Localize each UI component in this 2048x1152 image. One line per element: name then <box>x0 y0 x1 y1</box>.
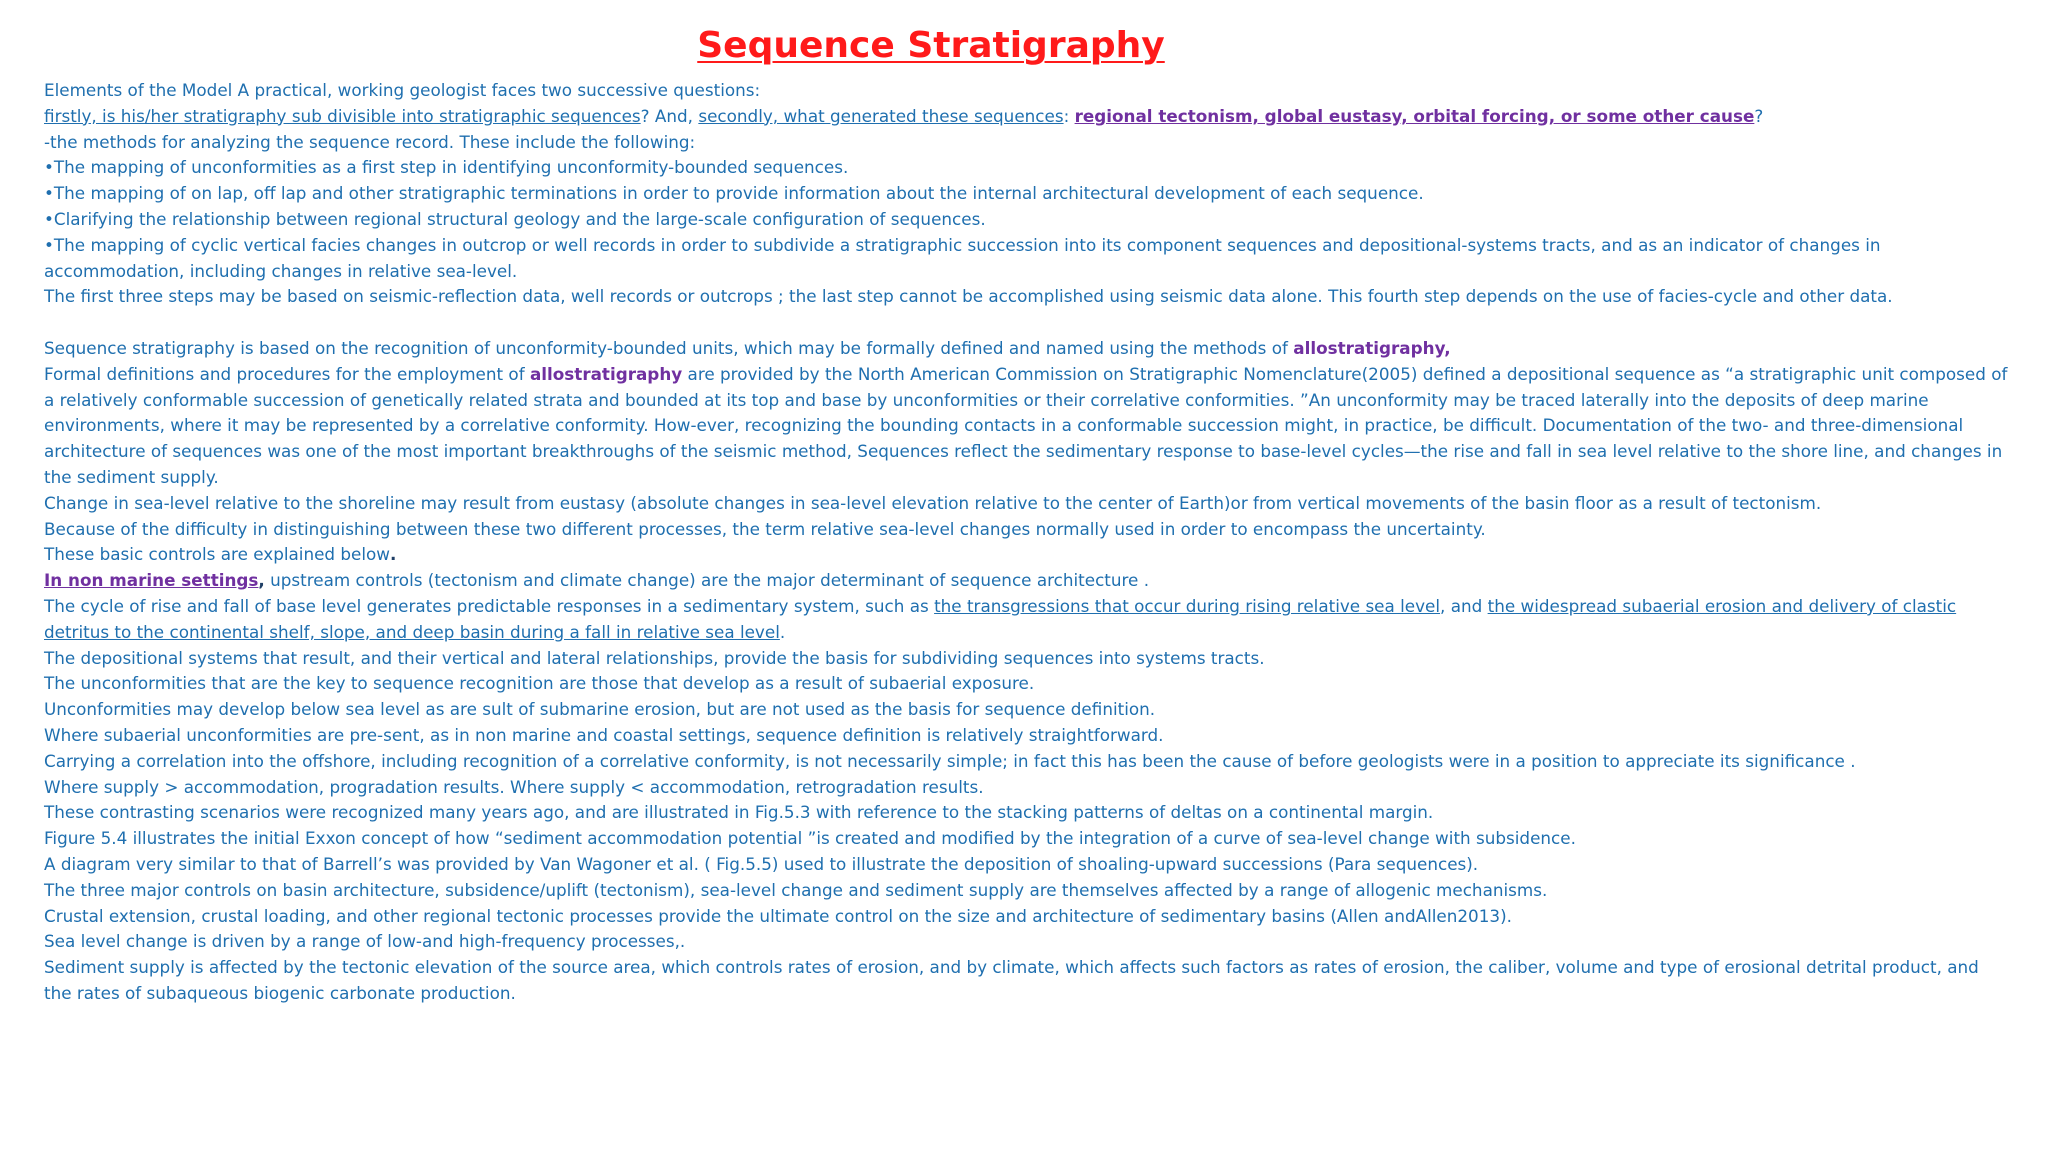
formal-definitions-text: Formal definitions and procedures for the employment of <box>44 363 530 384</box>
question-sep: ? And, <box>640 105 699 126</box>
allostratigraphy-term: allostratigraphy <box>529 363 683 384</box>
text-line: Sea level change is driven by a range of low-and high-frequency processes,. <box>44 931 686 952</box>
text-line: These contrasting scenarios were recognized many years ago, and are illustrated in Fig.5.3 with reference to the stacking patterns of deltas on a continental margin. <box>44 802 1434 823</box>
text-line: Carrying a correlation into the offshore, including recognition of a correlative conformity, is not necessarily simple; in fact this has been the cause of before geologists were in a position to appreciate its significance . <box>44 750 1856 771</box>
transgressions-phrase: the transgressions that occur during rising relative sea level <box>934 595 1441 616</box>
allostratigraphy-term: allostratigraphy, <box>1293 337 1451 358</box>
basic-controls-line <box>44 542 2008 568</box>
text-line: Sediment supply is affected by the tectonic elevation of the source area, which controls rates of erosion, and by climate, which affects such factors as rates of erosion, the caliber, volume and type of erosional detrital product, and the rates of subaqueous biogenic carbonate production. <box>44 957 1979 1003</box>
question-mark: ? <box>1754 105 1764 126</box>
text-line: A diagram very similar to that of Barrell’s was provided by Van Wagoner et al. ( Fig.5.5) used to illustrate the deposition of shoaling-upward successions (Para sequences). <box>44 853 1479 874</box>
document-body <box>44 78 2008 1007</box>
cycle-and: , and <box>1440 595 1488 616</box>
subaerial-erosion-phrase: the widespread subaerial erosion and delivery of clastic detritus to the continental shelf, slope, and deep basin during a fall in relative sea level <box>44 595 1957 642</box>
question-colon: : <box>1063 105 1075 126</box>
sea-level-change-line: Change in sea-level relative to the shoreline may result from eustasy (absolute changes in sea-level elevation relative to the center of Earth)or from vertical movements of the basin floor as a result of tectonism. <box>44 492 1822 513</box>
cycle-period: . <box>779 621 786 642</box>
page-title: Sequence Stratigraphy <box>697 25 1165 66</box>
paragraph-gap <box>44 310 2008 336</box>
text-line: Unconformities may develop below sea level as are sult of submarine erosion, but are not used as the basis for sequence definition. <box>44 699 1156 720</box>
basic-controls-dot: . <box>390 544 397 565</box>
formal-definitions-rest: are provided by the North American Commission on Stratigraphic Nomenclature(2005) defined a depositional sequence as “a stratigraphic unit composed of a relatively conformable succession of genetically related strata and bounded at its top and base by unconformities or their correlative conformities. ”An unconformity may be traced laterally into the deposits of deep marine environments, where it may be represented by a correlative conformity. How-ever, recognizing the bounding contacts in a conformable succession might, in practice, be difficult. Documentation of the two- and three-dimensional architecture of sequences was one of the most important breakthroughs of the seismic method, Sequences reflect the sedimentary response to base-level cycles—the rise and fall in sea level relative to the shore line, and changes in the sediment supply. <box>44 363 2008 487</box>
text-line: Where subaerial unconformities are pre-sent, as in non marine and coastal settings, sequence definition is relatively straightforward. <box>44 724 1164 745</box>
methods-line: -the methods for analyzing the sequence record. These include the following: <box>44 131 696 152</box>
text-line: The unconformities that are the key to sequence recognition are those that develop as a result of subaerial exposure. <box>44 673 1035 694</box>
bullet-item: •The mapping of on lap, off lap and other stratigraphic terminations in order to provide information about the internal architectural development of each sequence. <box>44 183 1424 204</box>
formal-definitions-paragraph <box>44 362 2008 491</box>
question-one: firstly, is his/her stratigraphy sub divisible into stratigraphic sequences <box>44 105 641 126</box>
sequence-definition-text: Sequence stratigraphy is based on the recognition of unconformity-bounded units, which may be formally defined and named using the methods of <box>44 337 1294 358</box>
bullet-item: •The mapping of cyclic vertical facies changes in outcrop or well records in order to subdivide a stratigraphic succession into its component sequences and depositional-systems tracts, and as an indicator of changes in accommodation, including changes in relative sea-level. <box>44 234 1881 281</box>
basic-controls-text: These basic controls are explained below <box>44 544 391 565</box>
causes-highlight: regional tectonism, global eustasy, orbital forcing, or some other cause <box>1074 105 1755 126</box>
non-marine-text: upstream controls (tectonism and climate change) are the major determinant of sequence architecture . <box>264 570 1150 591</box>
text-line: Crustal extension, crustal loading, and other regional tectonic processes provide the ultimate control on the size and architecture of sedimentary basins (Allen andAllen2013). <box>44 905 1512 926</box>
cycle-text: The cycle of rise and fall of base level generates predictable responses in a sedimentary system, such as <box>44 595 935 616</box>
because-line: Because of the difficulty in distinguishing between these two different processes, the term relative sea-level changes normally used in order to encompass the uncertainty. <box>44 518 1486 539</box>
bullet-item: •Clarifying the relationship between regional structural geology and the large-scale configuration of sequences. <box>44 208 986 229</box>
text-line: Figure 5.4 illustrates the initial Exxon concept of how “sediment accommodation potential ”is created and modified by the integration of a curve of sea-level change with subsidence. <box>44 828 1576 849</box>
base-level-cycle-paragraph <box>44 594 2008 646</box>
questions-line <box>44 104 2008 130</box>
bullet-item: •The mapping of unconformities as a first step in identifying unconformity-bounded sequences. <box>44 157 849 178</box>
first-three-steps: The first three steps may be based on seismic-reflection data, well records or outcrops ; the last step cannot be accomplished using seismic data alone. This fourth step depends on the use of facies-cycle and other data. <box>44 286 1893 307</box>
non-marine-heading: In non marine settings <box>44 570 259 591</box>
text-line: Where supply > accommodation, progradation results. Where supply < accommodation, retrogradation results. <box>44 776 984 797</box>
question-two: secondly, what generated these sequences <box>698 105 1064 126</box>
intro-line: Elements of the Model A practical, working geologist faces two successive questions: <box>44 80 761 100</box>
non-marine-line <box>44 568 2008 594</box>
non-marine-comma: , <box>258 570 265 591</box>
text-line: The depositional systems that result, and their vertical and lateral relationships, provide the basis for subdividing sequences into systems tracts. <box>44 647 1265 668</box>
sequence-definition-line <box>44 336 2008 362</box>
text-line: The three major controls on basin architecture, subsidence/uplift (tectonism), sea-level change and sediment supply are themselves affected by a range of allogenic mechanisms. <box>44 879 1548 900</box>
